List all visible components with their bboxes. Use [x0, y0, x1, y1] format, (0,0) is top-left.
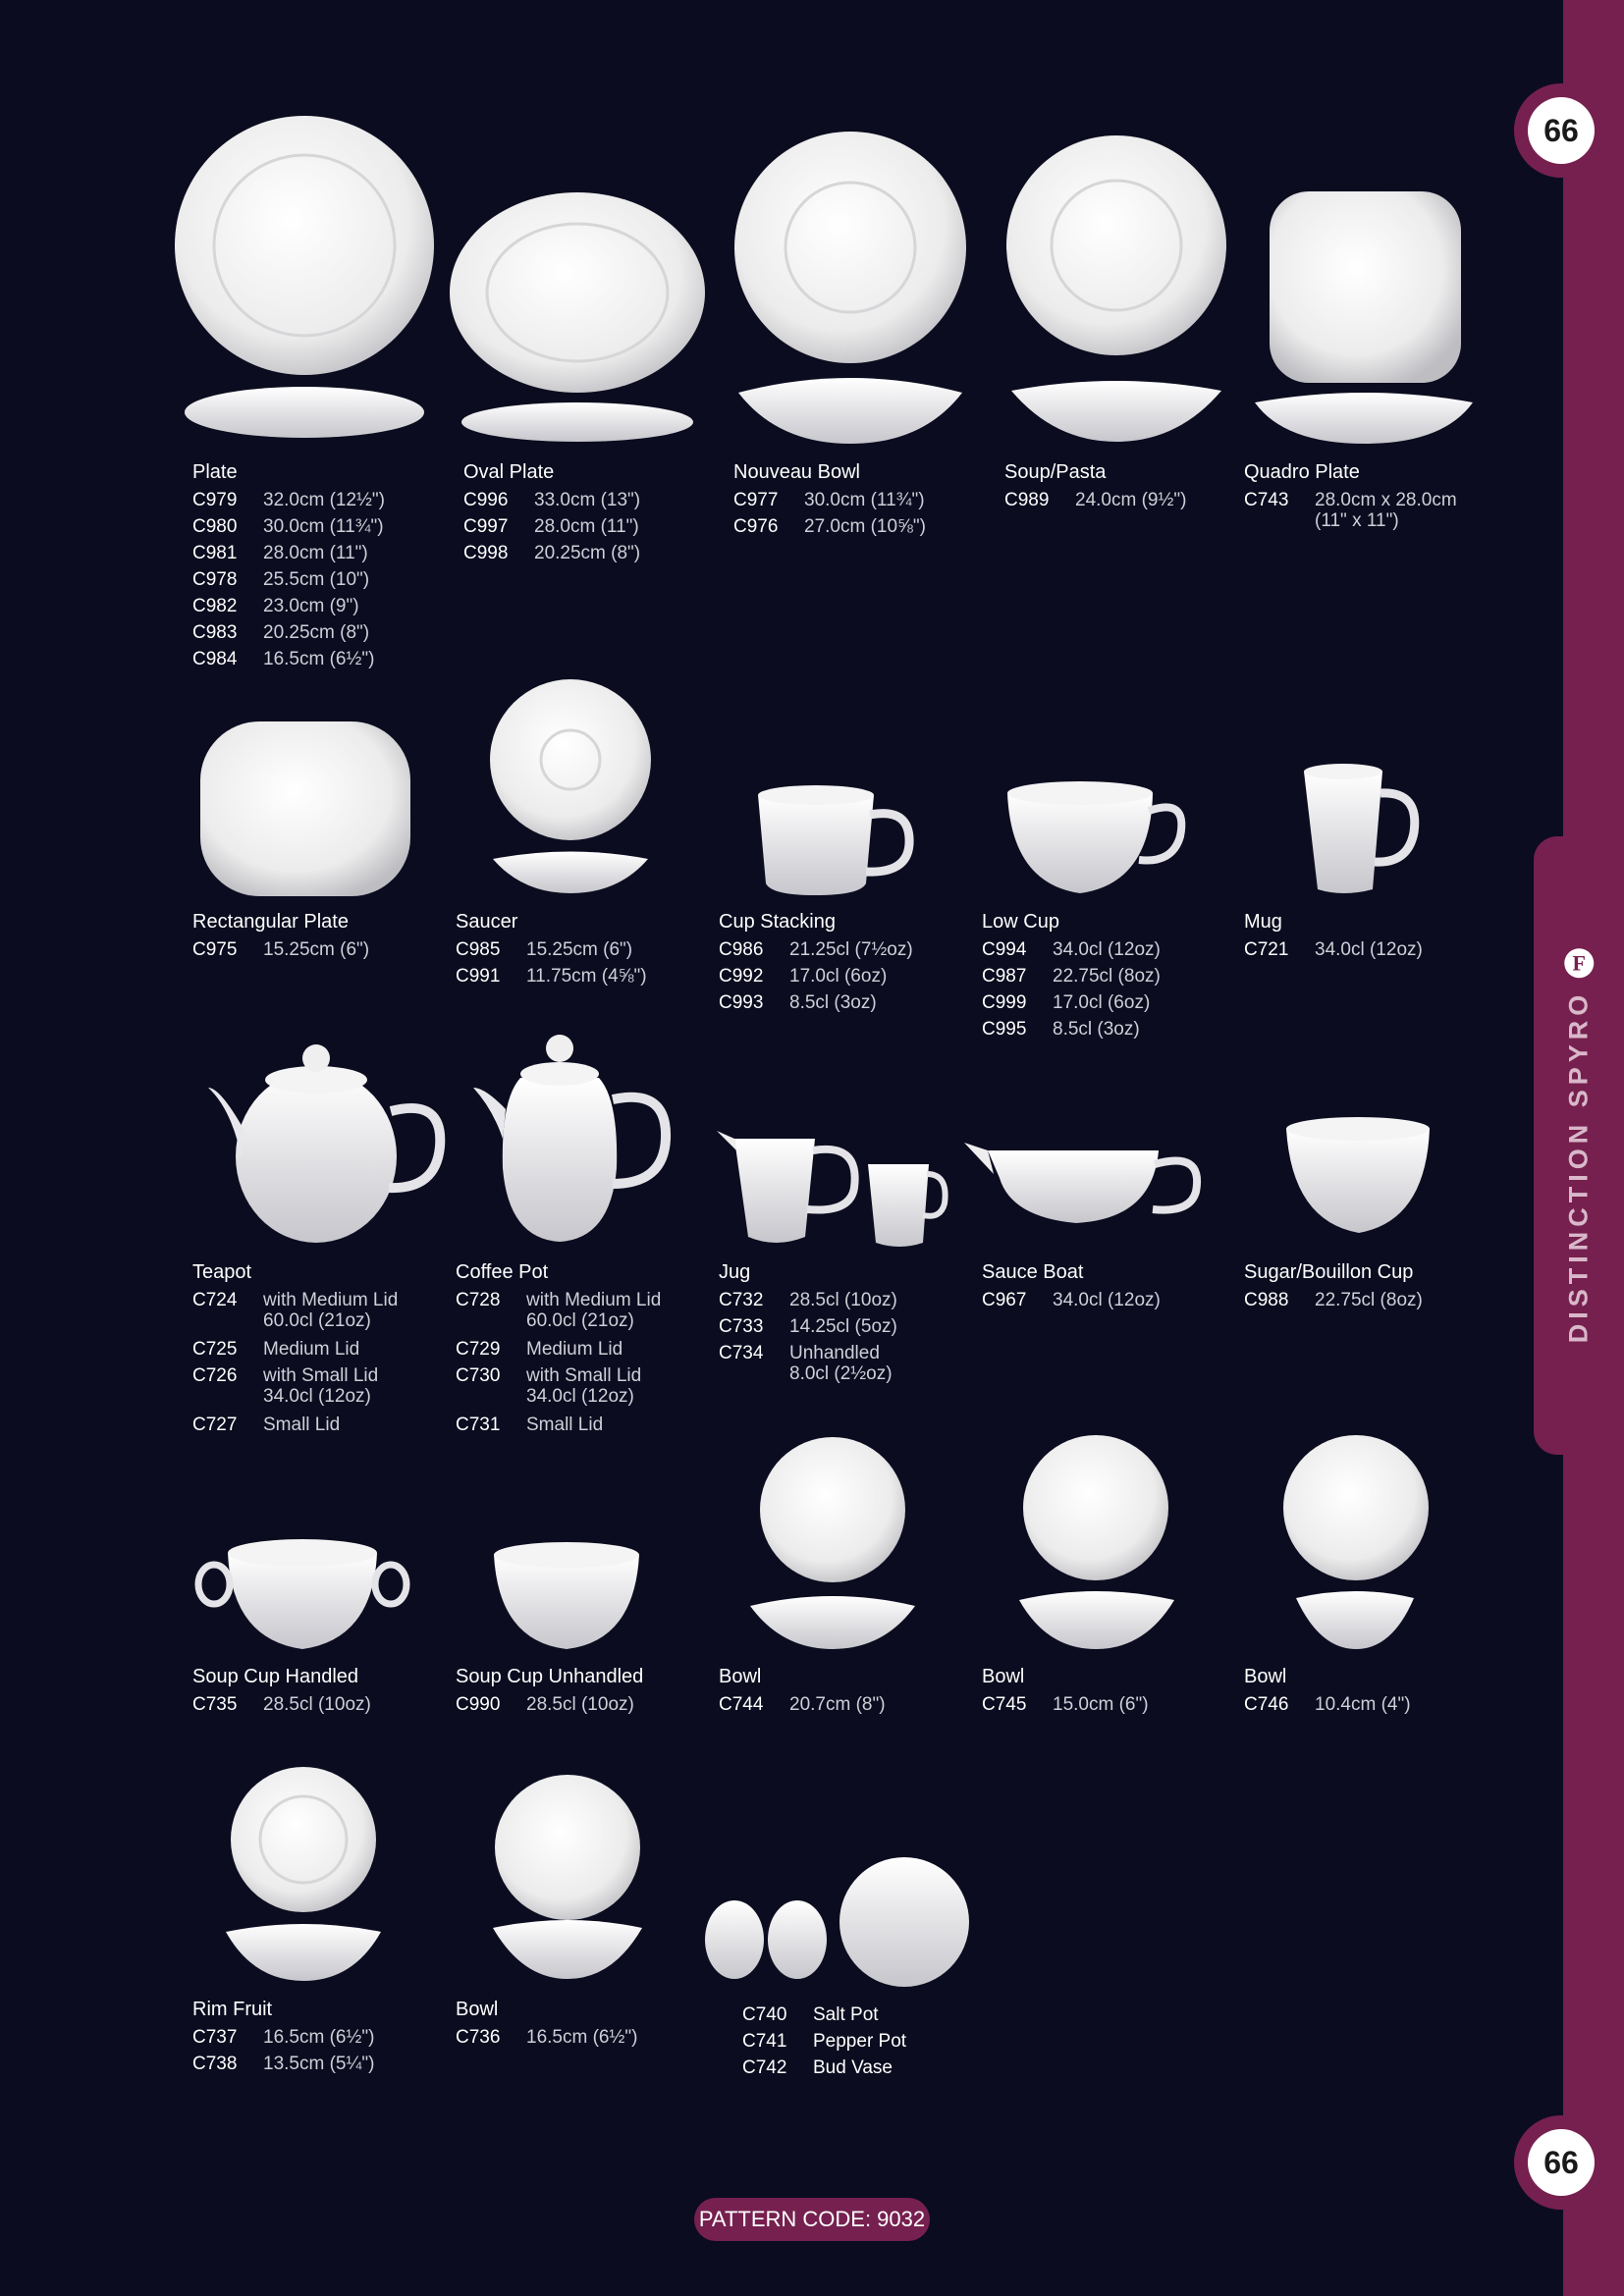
- spec-row: [1244, 936, 1423, 963]
- product-title: Jug: [719, 1261, 751, 1283]
- soup-cup-handled-photo: [198, 1539, 406, 1649]
- saucer-photo: [490, 679, 651, 893]
- product-code: C734: [719, 1343, 764, 1363]
- product-size-secondary: 60.0cl (21oz): [526, 1310, 634, 1331]
- product-title: Mug: [1244, 911, 1282, 933]
- product-size: 20.25cm (8"): [534, 543, 641, 563]
- product-size: with Small Lid: [263, 1365, 379, 1386]
- spec-row: [719, 963, 913, 989]
- pattern-code-badge: PATTERN CODE: 9032: [694, 2198, 930, 2241]
- spec-row: [733, 513, 926, 540]
- product-name: Pepper Pot: [813, 2031, 907, 2052]
- product-code: C733: [719, 1316, 764, 1337]
- product-title: Teapot: [192, 1261, 252, 1283]
- product-size: 13.5cm (5¼"): [263, 2054, 375, 2074]
- product-code: C983: [192, 622, 238, 643]
- product-code: C997: [463, 516, 509, 537]
- product-title: Oval Plate: [463, 461, 555, 483]
- product-soup-cup-unhandled: [456, 1666, 643, 1718]
- low-cup-photo: [1007, 781, 1181, 893]
- product-title: Bowl: [982, 1666, 1025, 1687]
- product-size: 30.0cm (11¾"): [804, 490, 925, 510]
- product-size: 30.0cm (11¾"): [263, 516, 384, 537]
- product-code: C721: [1244, 939, 1289, 960]
- product-code: C988: [1244, 1290, 1289, 1310]
- product-title: Soup Cup Unhandled: [456, 1666, 644, 1687]
- spec-row: [192, 1336, 398, 1362]
- product-size: 10.4cm (4"): [1315, 1694, 1411, 1715]
- spec-row: [456, 1691, 643, 1718]
- spec-row: [982, 1287, 1161, 1313]
- product-title: Soup/Pasta: [1004, 461, 1107, 483]
- product-code: C736: [456, 2027, 501, 2048]
- product-size: 28.5cl (10oz): [263, 1694, 371, 1715]
- product-size: 22.75cl (8oz): [1053, 966, 1161, 987]
- product-code: C982: [192, 596, 238, 616]
- product-oval-plate: [463, 461, 640, 566]
- spec-row: [982, 963, 1161, 989]
- spec-row: [456, 1336, 661, 1362]
- product-saucer: [456, 911, 647, 989]
- product-size: 28.0cm x 28.0cm: [1315, 490, 1457, 510]
- spec-row: [742, 2002, 906, 2028]
- spec-row: [982, 936, 1161, 963]
- product-code: C730: [456, 1365, 501, 1386]
- product-title: Sugar/Bouillon Cup: [1244, 1261, 1414, 1283]
- product-size-secondary: 34.0cl (12oz): [526, 1386, 634, 1407]
- product-bowl-c736: [456, 1999, 637, 2051]
- product-title: Saucer: [456, 911, 518, 933]
- product-size: 16.5cm (6½"): [263, 649, 375, 669]
- product-code: C995: [982, 1019, 1027, 1040]
- product-coffee-pot: [456, 1261, 661, 1438]
- product-code: C992: [719, 966, 764, 987]
- product-code: C967: [982, 1290, 1027, 1310]
- spec-row: [742, 2028, 906, 2055]
- product-code: C998: [463, 543, 509, 563]
- spec-row: [719, 936, 913, 963]
- product-code: C727: [192, 1415, 238, 1435]
- product-size: 15.25cm (6"): [263, 939, 370, 960]
- oval-plate-photo: [450, 192, 705, 442]
- product-size-secondary: 34.0cl (12oz): [263, 1386, 371, 1407]
- product-title: Sauce Boat: [982, 1261, 1084, 1283]
- product-code: C725: [192, 1339, 238, 1360]
- nouveau-bowl-photo: [734, 132, 966, 444]
- spec-row: [719, 1691, 886, 1718]
- spec-row: [982, 1691, 1149, 1718]
- product-bowl-c744: [719, 1666, 886, 1718]
- product-size: 11.75cm (4⅝"): [526, 966, 647, 987]
- spec-row: [192, 1691, 371, 1718]
- product-code: C985: [456, 939, 501, 960]
- quadro-plate-photo: [1255, 191, 1473, 444]
- product-size: Medium Lid: [263, 1339, 360, 1360]
- product-code: C731: [456, 1415, 501, 1435]
- cup-stacking-photo: [758, 785, 909, 895]
- product-code: C728: [456, 1290, 501, 1310]
- product-code: C744: [719, 1694, 764, 1715]
- product-code: C742: [742, 2057, 787, 2078]
- brand-logo-icon: F: [1564, 948, 1594, 978]
- salt-pepper-vase-photo: [705, 1857, 969, 1987]
- product-size: with Small Lid: [526, 1365, 642, 1386]
- product-code: C745: [982, 1694, 1027, 1715]
- product-bowl-c746: [1244, 1666, 1411, 1718]
- product-size: 15.25cm (6"): [526, 939, 633, 960]
- product-bowl-c745: [982, 1666, 1149, 1718]
- side-tab-title: DISTINCTION SPYRO: [1563, 989, 1594, 1343]
- product-size: Small Lid: [526, 1415, 604, 1435]
- spec-row: [982, 989, 1161, 1016]
- product-code: C999: [982, 992, 1027, 1013]
- product-code: C996: [463, 490, 509, 510]
- product-code: C990: [456, 1694, 501, 1715]
- bowl-c745-photo: [1019, 1435, 1174, 1649]
- product-code: C724: [192, 1290, 238, 1310]
- product-code: C987: [982, 966, 1027, 987]
- spec-row: [192, 540, 385, 566]
- product-name: Bud Vase: [813, 2057, 893, 2078]
- product-size: 16.5cm (6½"): [526, 2027, 638, 2048]
- product-cup-stacking: [719, 911, 913, 1016]
- product-title: Nouveau Bowl: [733, 461, 860, 483]
- product-size: 27.0cm (10⅝"): [804, 516, 926, 537]
- spec-row: [456, 1412, 661, 1438]
- spec-row: [456, 963, 647, 989]
- plate-photo: [175, 116, 434, 438]
- spec-row: [719, 989, 913, 1016]
- bowl-c736-photo: [493, 1775, 642, 1979]
- sugar-bouillon-cup-photo: [1286, 1117, 1430, 1233]
- product-code: C993: [719, 992, 764, 1013]
- spec-row: [1244, 1691, 1411, 1718]
- rim-fruit-photo: [226, 1767, 381, 1981]
- product-size: 34.0cl (12oz): [1053, 1290, 1161, 1310]
- product-code: C976: [733, 516, 779, 537]
- product-size: 22.75cl (8oz): [1315, 1290, 1423, 1310]
- product-title: Bowl: [719, 1666, 762, 1687]
- product-jug: [719, 1261, 897, 1389]
- product-soup-pasta: [1004, 461, 1186, 513]
- product-code: C994: [982, 939, 1027, 960]
- product-rectangular-plate: [192, 911, 369, 963]
- product-title: Rectangular Plate: [192, 911, 349, 933]
- spec-row: [192, 487, 385, 513]
- product-size: 28.0cm (11"): [263, 543, 368, 563]
- product-code: C980: [192, 516, 238, 537]
- spec-row: [1004, 487, 1186, 513]
- spec-row: [456, 2024, 637, 2051]
- sauce-boat-photo: [964, 1143, 1197, 1223]
- product-title: Coffee Pot: [456, 1261, 549, 1283]
- product-code: C989: [1004, 490, 1050, 510]
- product-soup-cup-handled: [192, 1666, 371, 1718]
- product-name: Salt Pot: [813, 2004, 879, 2025]
- spec-row: [456, 936, 647, 963]
- product-title: Soup Cup Handled: [192, 1666, 359, 1687]
- rectangular-plate-photo: [200, 721, 410, 896]
- teapot-photo: [208, 1044, 440, 1243]
- spec-row: [463, 487, 640, 513]
- product-quadro-plate: [1244, 461, 1457, 536]
- product-sauce-boat: [982, 1261, 1161, 1313]
- product-size: 17.0cl (6oz): [1053, 992, 1151, 1013]
- product-size: 21.25cl (7½oz): [789, 939, 913, 960]
- product-code: C981: [192, 543, 238, 563]
- product-code: C979: [192, 490, 238, 510]
- product-code: C975: [192, 939, 238, 960]
- product-title: Cup Stacking: [719, 911, 836, 933]
- product-code: C746: [1244, 1694, 1289, 1715]
- product-code: C740: [742, 2004, 787, 2025]
- product-size: 20.7cm (8"): [789, 1694, 886, 1715]
- product-size: 28.5cl (10oz): [526, 1694, 634, 1715]
- bowl-c746-photo: [1283, 1435, 1429, 1649]
- product-mug: [1244, 911, 1423, 963]
- product-low-cup: [982, 911, 1161, 1042]
- spec-row: [719, 1287, 897, 1313]
- product-size: Medium Lid: [526, 1339, 623, 1360]
- product-code: C984: [192, 649, 238, 669]
- product-title: Plate: [192, 461, 238, 483]
- product-title: Low Cup: [982, 911, 1059, 933]
- product-rim-fruit: [192, 1999, 374, 2077]
- product-size: 34.0cl (12oz): [1315, 939, 1423, 960]
- product-sugar-bouillon-cup: [1244, 1261, 1423, 1313]
- product-code: C729: [456, 1339, 501, 1360]
- product-size: with Medium Lid: [263, 1290, 399, 1310]
- soup-cup-unhandled-photo: [494, 1542, 639, 1649]
- product-code: C737: [192, 2027, 238, 2048]
- product-size-secondary: (11" x 11"): [1315, 510, 1399, 531]
- product-size: 8.5cl (3oz): [789, 992, 877, 1013]
- product-size: Unhandled: [789, 1343, 880, 1363]
- product-size: Small Lid: [263, 1415, 341, 1435]
- product-code: C743: [1244, 490, 1289, 510]
- spec-row: [733, 487, 926, 513]
- product-code: C732: [719, 1290, 764, 1310]
- product-size-secondary: 60.0cl (21oz): [263, 1310, 371, 1331]
- spec-row: [1244, 1287, 1423, 1313]
- product-size: 28.5cl (10oz): [789, 1290, 897, 1310]
- product-size: 20.25cm (8"): [263, 622, 370, 643]
- spec-row: [192, 593, 385, 619]
- page-number: 66: [1528, 97, 1595, 164]
- spec-row: [192, 566, 385, 593]
- product-size: 15.0cm (6"): [1053, 1694, 1149, 1715]
- product-code: C735: [192, 1694, 238, 1715]
- spec-row: [192, 646, 385, 672]
- product-code: C991: [456, 966, 501, 987]
- product-code: C726: [192, 1365, 238, 1386]
- spec-row: [192, 2024, 374, 2051]
- product-teapot: [192, 1261, 398, 1438]
- product-code: C741: [742, 2031, 787, 2052]
- product-size: 25.5cm (10"): [263, 569, 370, 590]
- product-salt-pepper-vase: [742, 1999, 906, 2081]
- spec-row: [192, 2051, 374, 2077]
- product-size: 28.0cm (11"): [534, 516, 639, 537]
- jug-photo: [717, 1131, 946, 1247]
- page-number: 66: [1528, 2129, 1595, 2196]
- spec-row: [192, 619, 385, 646]
- bowl-c744-photo: [750, 1437, 915, 1649]
- product-title: Bowl: [1244, 1666, 1287, 1687]
- product-size: 34.0cl (12oz): [1053, 939, 1161, 960]
- product-size: 16.5cm (6½"): [263, 2027, 375, 2048]
- spec-row: [463, 513, 640, 540]
- product-size-secondary: 8.0cl (2½oz): [789, 1363, 893, 1384]
- product-code: C977: [733, 490, 779, 510]
- mug-photo: [1304, 764, 1415, 893]
- product-size: 23.0cm (9"): [263, 596, 359, 616]
- spec-row: [719, 1313, 897, 1340]
- spec-row: [192, 513, 385, 540]
- product-plate: [192, 461, 385, 672]
- product-size: 8.5cl (3oz): [1053, 1019, 1140, 1040]
- product-size: 14.25cl (5oz): [789, 1316, 897, 1337]
- product-size: 24.0cm (9½"): [1075, 490, 1187, 510]
- spec-row: [192, 1412, 398, 1438]
- product-code: C986: [719, 939, 764, 960]
- product-code: C978: [192, 569, 238, 590]
- product-title: Bowl: [456, 1999, 499, 2020]
- coffee-pot-photo: [473, 1035, 666, 1242]
- spec-row: [982, 1016, 1161, 1042]
- spec-row: [463, 540, 640, 566]
- product-size: 32.0cm (12½"): [263, 490, 385, 510]
- product-size: 17.0cl (6oz): [789, 966, 888, 987]
- spec-row: [742, 2055, 906, 2081]
- product-title: Rim Fruit: [192, 1999, 273, 2020]
- product-size: 33.0cm (13"): [534, 490, 641, 510]
- product-title: Quadro Plate: [1244, 461, 1360, 483]
- product-code: C738: [192, 2054, 238, 2074]
- spec-row: [192, 936, 369, 963]
- soup-pasta-photo: [1006, 135, 1226, 442]
- product-nouveau-bowl: [733, 461, 926, 540]
- product-size: with Medium Lid: [526, 1290, 662, 1310]
